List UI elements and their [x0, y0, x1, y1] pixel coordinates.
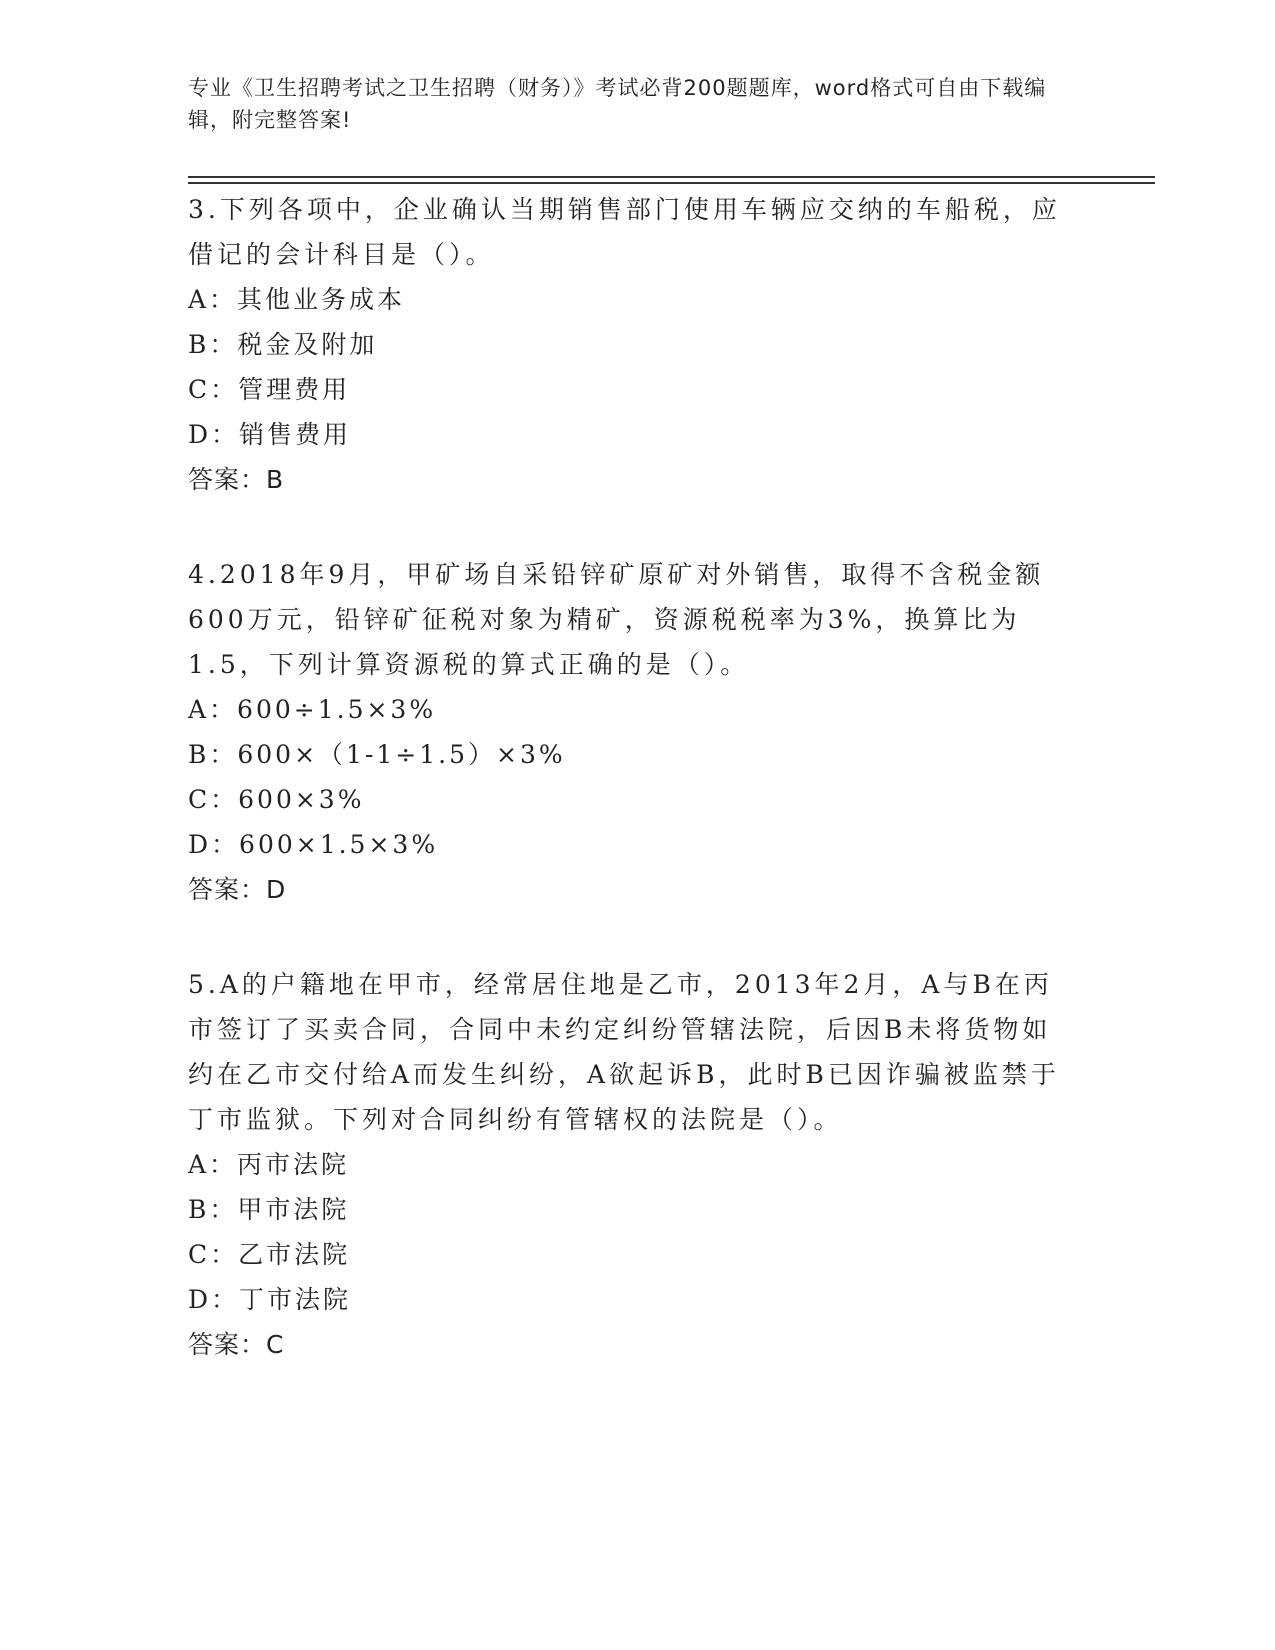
option-b: B：甲市法院: [188, 1195, 350, 1224]
option-d: D：丁市法院: [188, 1285, 352, 1314]
question-3: [188, 187, 1078, 502]
question-stem: 5.A的户籍地在甲市，经常居住地是乙市，2013年2月，A与B在丙市签订了买卖合同，合同中未约定纠纷管辖法院，后因B未将货物如约在乙市交付给A而发生纠纷，A欲起诉B，此时B已因诈骗被监禁于丁市监狱。下列对合同纠纷有管辖权的法院是（）。: [188, 970, 1060, 1134]
answer-line: 答案：C: [188, 1330, 285, 1359]
option-a: A：丙市法院: [188, 1150, 350, 1179]
answer-line: 答案：D: [188, 875, 287, 904]
document-header: 专业《卫生招聘考试之卫生招聘（财务）》考试必背200题题库，word格式可自由下载编辑，附完整答案!: [188, 76, 1047, 132]
header-divider-top: [188, 176, 1155, 178]
answer-line: 答案：B: [188, 465, 285, 494]
question-stem: 3.下列各项中，企业确认当期销售部门使用车辆应交纳的车船税，应借记的会计科目是（）。: [188, 195, 1061, 269]
option-c: C：管理费用: [188, 375, 351, 404]
header-divider-bottom: [188, 182, 1155, 184]
option-d: D：600×1.5×3%: [188, 830, 439, 859]
option-a: A：其他业务成本: [188, 285, 406, 314]
option-c: C：600×3%: [188, 785, 365, 814]
option-c: C：乙市法院: [188, 1240, 351, 1269]
option-a: A：600÷1.5×3%: [188, 695, 437, 724]
question-stem: 4.2018年9月，甲矿场自采铅锌矿原矿对外销售，取得不含税金额600万元，铅锌矿征税对象为精矿，资源税税率为3%，换算比为1.5，下列计算资源税的算式正确的是（）。: [188, 560, 1045, 679]
option-b: B：600×（1-1÷1.5）×3%: [188, 740, 566, 769]
option-b: B：税金及附加: [188, 330, 378, 359]
question-5: [188, 962, 1078, 1367]
option-d: D：销售费用: [188, 420, 352, 449]
question-4: [188, 552, 1078, 912]
